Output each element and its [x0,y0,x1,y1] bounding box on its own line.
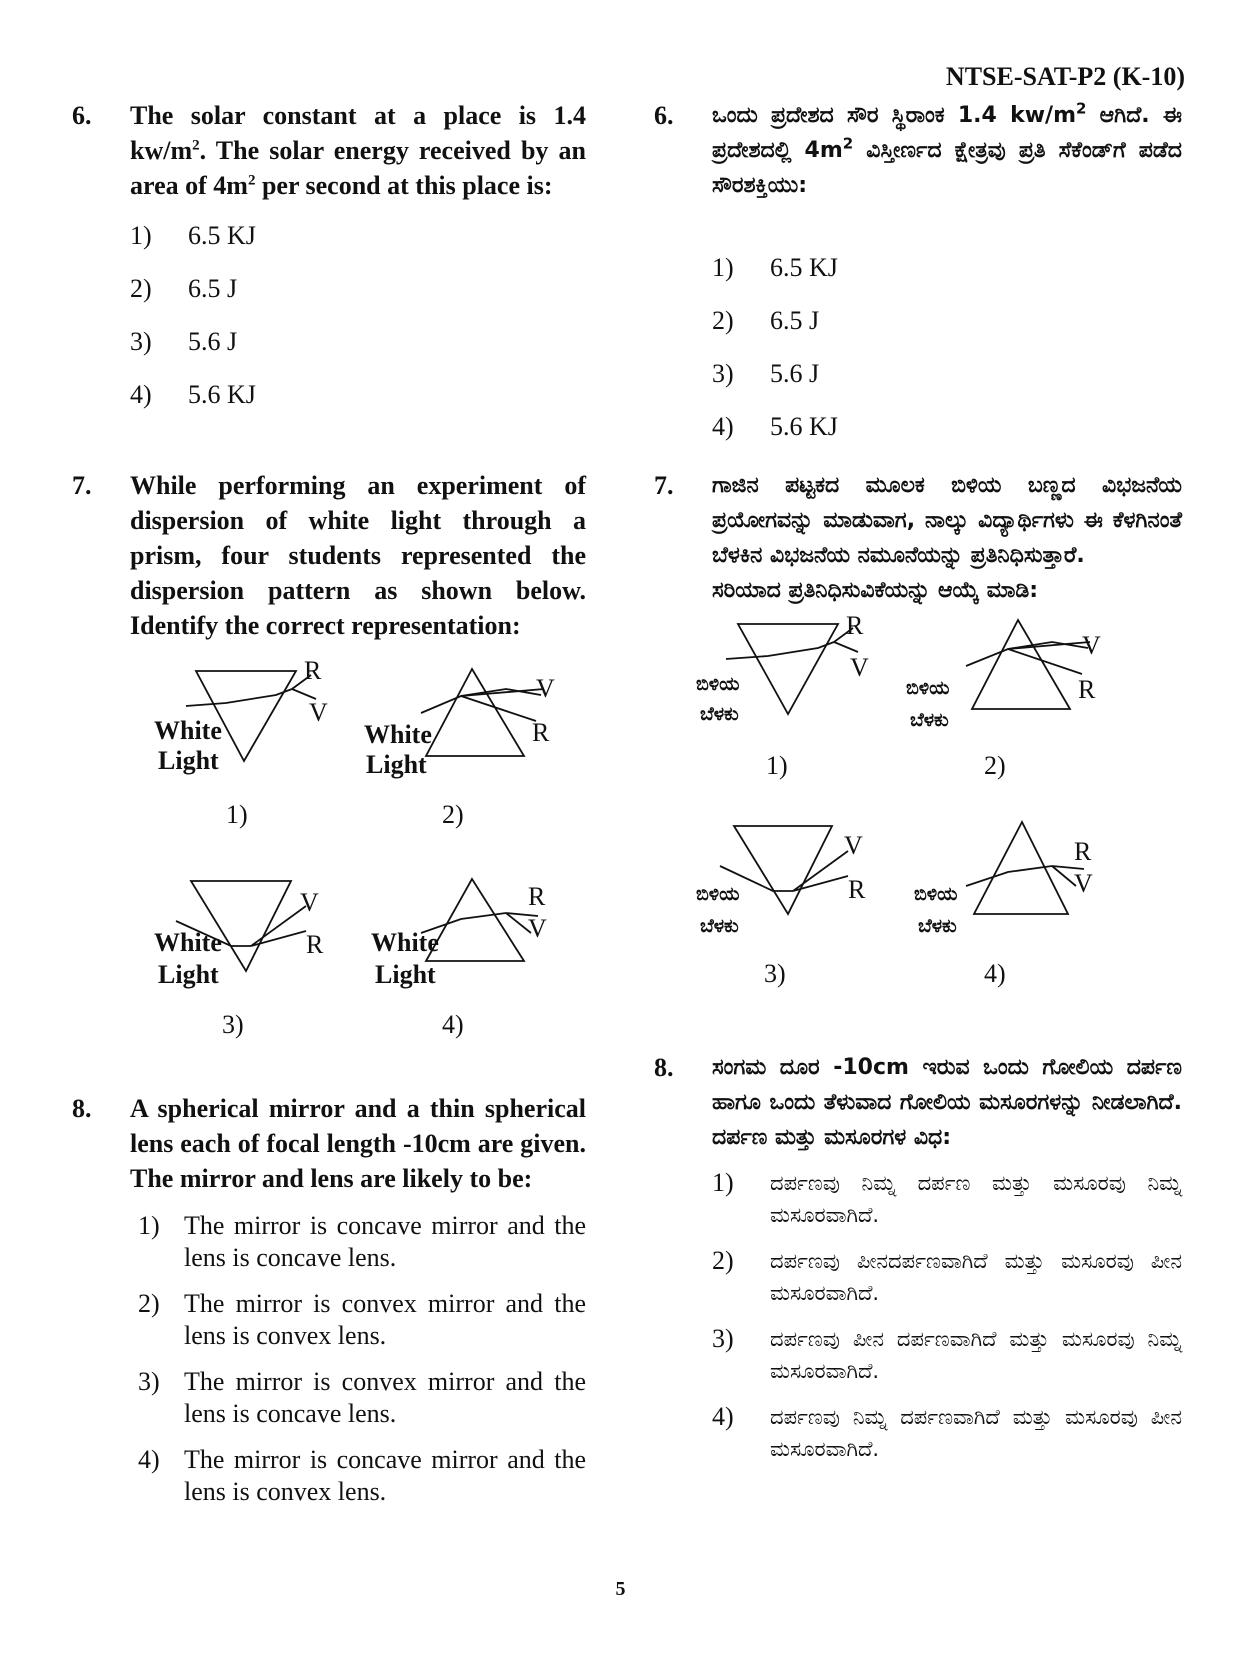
question-number: 8. [654,1053,674,1082]
question-7-en [66,468,586,643]
option-2[interactable]: 2) The mirror is convex mirror and the lens is convex lens. [138,1289,586,1350]
fig4-v: V [528,914,547,943]
option-1[interactable]: 1) 6.5 KJ [712,253,838,282]
dispersion-figures-en [66,661,586,1091]
fig1-source1: ಬಿಳಿಯ [696,673,740,695]
option-3[interactable]: 3) ದರ್ಪಣವು ಪೀನ ದರ್ಪಣವಾಗಿದೆ ಮತ್ತು ಮಸೂರವು ನಿಮ್ನ ಮಸೂರವಾಗಿದೆ. [712,1324,1182,1383]
fig2-r: R [532,718,550,747]
option-2[interactable]: 2) 6.5 J [130,274,238,303]
fig1-light: Light [158,746,219,775]
fig3-light: Light [158,960,219,989]
fig3-number: 3) [222,1010,244,1039]
fig2-number: 2) [984,751,1006,780]
question-instruction: ಸರಿಯಾದ ಪ್ರತಿನಿಧಿಸುವಿಕೆಯನ್ನು ಆಯ್ಕೆ ಮಾಡಿ: [712,578,1039,603]
prism-diagrams-kn [648,614,1182,1044]
option-4[interactable]: 4) 5.6 KJ [130,380,256,409]
question-text: ಒಂದು ಪ್ರದೇಶದ ಸೌರ ಸ್ಥಿರಾಂಕ 1.4 $kw/m^2$ ಆಗಿದೆ. ಈ ಪ್ರದೇಶದಲ್ಲಿ $4m^2$ ವಿಸ್ತೀರ್ಣದ ಕ್ಷೇತ್ರವು ಪ್ರತಿ ಸೆಕೆಂಡ್‌ಗೆ ಪಡೆದ ಸೌರಶಕ್ತಿಯು: [712,99,1182,198]
fig3-source2: ಬೆಳಕು [700,915,739,937]
fig4-r: R [1074,837,1092,866]
question-8-kn [648,1050,1182,1465]
english-column [66,98,586,1522]
fig2-source2: ಬೆಳಕು [910,709,949,731]
fig4-r: R [528,882,546,911]
fig1-number: 1) [226,800,248,829]
fig3-v: V [844,831,863,860]
fig1-r: R [304,661,322,685]
fig3-r: R [306,930,324,959]
option-4[interactable]: 4) ದರ್ಪಣವು ನಿಮ್ನ ದರ್ಪಣವಾಗಿದೆ ಮತ್ತು ಮಸೂರವು ಪೀನ ಮಸೂರವಾಗಿದೆ. [712,1402,1182,1461]
fig2-source1: ಬಿಳಿಯ [906,677,950,699]
fig4-white: White [371,928,439,957]
question-text: While performing an experiment of dispersion of white light through a prism, four students represented the dispersion pattern as shown below. Identify the correct representation: [130,471,586,640]
question-8-en [66,1091,586,1508]
option-4[interactable]: 4) 5.6 KJ [712,412,838,441]
option-3[interactable]: 3) 5.6 J [712,359,820,388]
question-number: 6. [654,101,674,130]
question-6-kn [648,98,1182,508]
fig4-source1: ಬಿಳಿಯ [914,883,958,905]
question-number: 7. [72,471,92,500]
page-number: 5 [615,1578,626,1600]
option-1[interactable]: 1) ದರ್ಪಣವು ನಿಮ್ನ ದರ್ಪಣ ಮತ್ತು ಮಸೂರವು ನಿಮ್ನ ಮಸೂರವಾಗಿದೆ. [712,1168,1182,1227]
fig2-number: 2) [442,800,464,829]
option-1[interactable]: 1) The mirror is concave mirror and the lens is concave lens. [138,1211,586,1272]
question-6-en [66,98,586,508]
fig4-light: Light [375,960,436,989]
question-text: The solar constant at a place is 1.4 $kw/m^2$. The solar energy received by an area of $4m^2$ per second at this place is: [130,101,586,200]
fig3-v: V [300,888,319,917]
question-text: ಸಂಗಮ ದೂರ -10cm ಇರುವ ಒಂದು ಗೋಲಿಯ ದರ್ಪಣ ಹಾಗೂ ಒಂದು ತೆಳುವಾದ ಗೋಲಿಯ ಮಸೂರಗಳನ್ನು ನೀಡಲಾಗಿದೆ. ದರ್ಪಣ ಮತ್ತು ಮಸೂರಗಳ ವಿಧ: [712,1055,1182,1150]
kannada-column [648,98,1182,1479]
fig1-source2: ಬೆಳಕು [700,703,739,725]
fig2-v: V [1082,631,1101,660]
option-2[interactable]: 2) 6.5 J [712,306,820,335]
option-3[interactable]: 3) 5.6 J [130,327,238,356]
fig1-r: R [846,614,864,640]
fig4-number: 4) [984,959,1006,988]
fig4-number: 4) [442,1010,464,1039]
fig2-r: R [1078,675,1096,704]
option-2[interactable]: 2) ದರ್ಪಣವು ಪೀನದರ್ಪಣವಾಗಿದೆ ಮತ್ತು ಮಸೂರವು ಪೀನ ಮಸೂರವಾಗಿದೆ. [712,1246,1182,1305]
option-3[interactable]: 3) The mirror is convex mirror and the lens is concave lens. [138,1367,586,1428]
fig3-source1: ಬಿಳಿಯ [696,883,740,905]
option-1[interactable]: 1) 6.5 KJ [130,221,256,250]
question-number: 7. [654,471,674,500]
fig3-r: R [848,875,866,904]
fig2-light: Light [366,750,427,779]
fig1-white: White [154,716,222,745]
fig3-number: 3) [764,959,786,988]
fig4-v: V [1074,869,1093,898]
fig3-white: White [154,928,222,957]
prism-diagrams-en [66,661,586,1091]
question-number: 6. [72,101,92,130]
page-header-code: NTSE-SAT-P2 (K-10) [945,62,1185,91]
question-number: 8. [72,1094,92,1123]
fig1-v: V [850,653,869,682]
question-text: A spherical mirror and a thin spherical lens each of focal length -10cm are given. The mirror and lens are likely to be: [130,1094,586,1193]
question-7-kn [648,468,1182,608]
fig1-number: 1) [766,751,788,780]
fig2-white: White [364,720,432,749]
fig2-v: V [536,674,555,703]
fig1-v: V [309,698,328,727]
dispersion-figures-kn [648,614,1182,1044]
fig4-source2: ಬೆಳಕು [918,915,957,937]
question-text: ಗಾಜಿನ ಪಟ್ಟಕದ ಮೂಲಕ ಬಿಳಿಯ ಬಣ್ಣದ ವಿಭಜನೆಯ ಪ್ರಯೋಗವನ್ನು ಮಾಡುವಾಗ, ನಾಲ್ಕು ವಿದ್ಯಾರ್ಥಿಗಳು ಈ ಕೆಳಗಿನಂತೆ ಬೆಳಕಿನ ವಿಭಜನೆಯ ನಮೂನೆಯನ್ನು ಪ್ರತಿನಿಧಿಸುತ್ತಾರೆ. [712,473,1182,568]
option-4[interactable]: 4) The mirror is concave mirror and the lens is convex lens. [138,1445,586,1506]
